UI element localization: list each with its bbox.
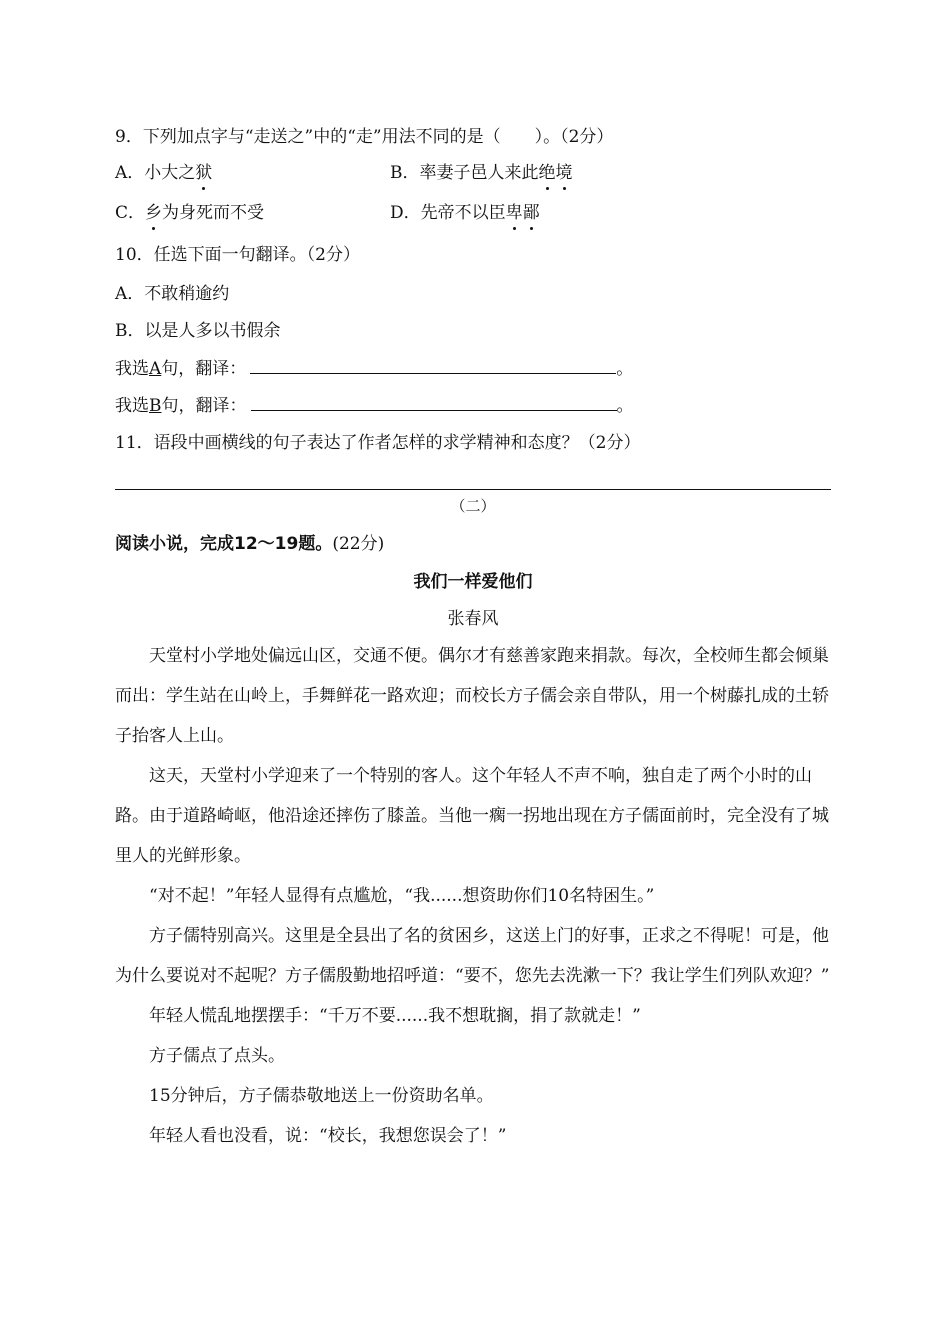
story-paragraph-8: 年轻人看也没看，说：“校长，我想您误会了！” [149, 1126, 507, 1146]
story-paragraph-3: “对不起！”年轻人显得有点尴尬，“我......想资助你们10名特困生。” [149, 886, 655, 906]
q10-answer-b-letter: B [149, 396, 162, 416]
q9-option-d-text: D．先帝不以臣 [390, 203, 506, 223]
q10-answer-b-blank[interactable] [251, 394, 617, 411]
section-instruction-bold: 阅读小说，完成12～19题。 [115, 534, 333, 554]
q10-answer-b-prefix: 我选 [115, 396, 149, 416]
q10-answer-a-letter: A [149, 359, 162, 379]
story-author: 张春风 [447, 609, 499, 629]
q9-option-c-label: C． [115, 203, 146, 223]
story-body [115, 636, 835, 1156]
q10-answer-a [115, 357, 633, 381]
q9-option-a [115, 161, 212, 185]
q10-option-b: B．以是人多以书假余 [115, 321, 281, 341]
q11-answer-line[interactable] [115, 489, 831, 490]
q9-option-d-dotted-2: 鄙 [522, 203, 540, 223]
q9-option-b-dotted-2: 境 [555, 163, 573, 183]
q10-answer-a-end: 。 [616, 359, 634, 379]
story-paragraph-2: 这天，天堂村小学迎来了一个特别的客人。这个年轻人不声不响，独自走了两个小时的山路。由于道路崎岖，他沿途还摔伤了膝盖。当他一瘸一拐地出现在方子儒面前时，完全没有了城里人的光鲜形象。 [115, 766, 829, 866]
story-paragraph-6: 方子儒点了点头。 [149, 1046, 285, 1066]
q11-stem: 11．语段中画横线的句子表达了作者怎样的求学精神和态度？（2分） [115, 433, 641, 453]
q9-option-c-dotted: 乡 [145, 203, 163, 223]
q9-option-d [390, 201, 540, 225]
q9-option-c-text: 为身死而不受 [162, 203, 265, 223]
story-paragraph-4: 方子儒特别高兴。这里是全县出了名的贫困乡，这送上门的好事，正求之不得呢！可是，他为什么要说对不起呢？方子儒殷勤地招呼道：“要不，您先去洗漱一下？我让学生们列队欢迎？” [115, 926, 830, 986]
story-paragraph-5: 年轻人慌乱地摆摆手：“千万不要......我不想耽搁，捐了款就走！” [149, 1006, 641, 1026]
q9-option-b [390, 161, 573, 185]
q10-answer-b-end: 。 [616, 396, 634, 416]
q10-answer-b [115, 394, 634, 418]
section-marker: （二） [450, 497, 496, 515]
q10-answer-a-prefix: 我选 [115, 359, 149, 379]
q10-stem: 10．任选下面一句翻译。（2分） [115, 245, 360, 265]
q9-option-c [115, 201, 264, 225]
story-paragraph-1: 天堂村小学地处偏远山区，交通不便。偶尔才有慈善家跑来捐款。每次，全校师生都会倾巢而出：学生站在山岭上，手舞鲜花一路欢迎；而校长方子儒会亲自带队，用一个树藤扎成的土轿子抬客人上山。 [115, 646, 829, 746]
section-instruction-score: (22分) [332, 534, 385, 554]
q10-answer-a-blank[interactable] [250, 357, 616, 374]
q9-option-b-text: B．率妻子邑人来此 [390, 163, 539, 183]
q9-stem: 9．下列加点字与“走送之”中的“走”用法不同的是（ ）。（2分） [115, 127, 614, 147]
q9-option-b-dotted-1: 绝 [538, 163, 556, 183]
q10-answer-b-label: 句，翻译： [161, 396, 247, 416]
q10-option-a: A．不敢稍逾约 [115, 284, 230, 304]
q9-option-d-dotted-1: 卑 [505, 203, 523, 223]
section-instruction [115, 532, 384, 556]
story-paragraph-7: 15分钟后，方子儒恭敬地送上一份资助名单。 [149, 1086, 494, 1106]
story-title: 我们一样爱他们 [413, 572, 533, 592]
q9-option-a-dotted: 狱 [195, 163, 213, 183]
q9-option-a-text: A．小大之 [115, 163, 196, 183]
q10-answer-a-label: 句，翻译： [161, 359, 247, 379]
